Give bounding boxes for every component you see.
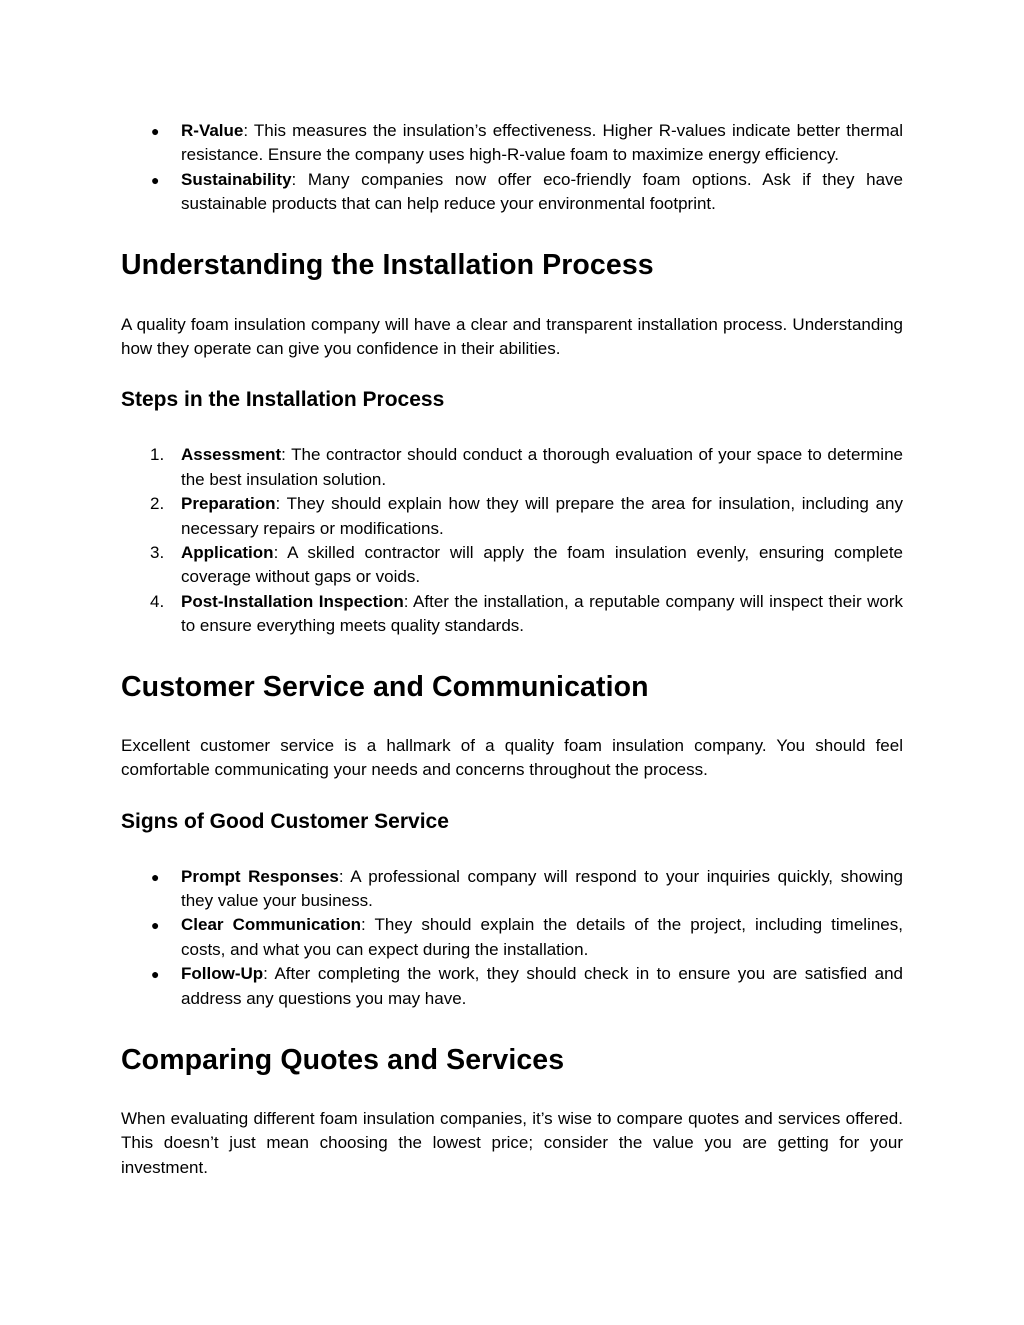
list-item-term: R-Value — [181, 121, 244, 140]
list-item-text: : A skilled contractor will apply the foam insulation evenly, ensuring complete coverage without gaps or voids. — [181, 543, 903, 587]
list-item-text: : The contractor should conduct a thorough evaluation of your space to determine the best insulation solution. — [181, 445, 903, 489]
section-paragraph-customer-service: Excellent customer service is a hallmark of a quality foam insulation company. You should feel comfortable communicating your needs and concerns throughout the process. — [121, 735, 903, 780]
subheading-steps: Steps in the Installation Process — [121, 388, 445, 412]
list-item-term: Application — [181, 543, 274, 563]
list-item — [121, 168, 903, 217]
list-item — [121, 443, 903, 492]
section-paragraph-installation: A quality foam insulation company will have a clear and transparent installation process. Understanding how they operate can give you confidence in their abilities. — [121, 314, 903, 359]
list-item-text: : They should explain the details of the project, including timelines, costs, and what you can expect during the installation. — [181, 915, 903, 959]
list-item-text: : After the installation, a reputable company will inspect their work to ensure everything meets quality standards. — [181, 591, 904, 636]
bullet-marker: ● — [151, 917, 160, 934]
list-item — [121, 962, 903, 1011]
list-item-text: : They should explain how they will prepare the area for insulation, including any necessary repairs or modifications. — [181, 494, 903, 538]
bullet-marker: ● — [151, 966, 160, 983]
steps-numbered-list — [121, 443, 903, 638]
list-item-term: Preparation — [181, 494, 276, 514]
list-item-term: Follow-Up — [181, 964, 264, 984]
list-item-term: Prompt Responses — [181, 866, 339, 886]
document-page — [121, 0, 903, 1180]
step-number: 4. — [150, 591, 165, 611]
factors-bullet-list — [121, 119, 903, 217]
step-number: 1. — [150, 445, 165, 465]
step-number: 2. — [150, 494, 165, 514]
section-heading-installation: Understanding the Installation Process — [121, 248, 654, 281]
subheading-signs: Signs of Good Customer Service — [121, 809, 449, 833]
list-item — [121, 913, 903, 962]
bullet-marker: ● — [151, 868, 160, 885]
section-paragraph-quotes: When evaluating different foam insulation companies, it’s wise to compare quotes and services offered. This doesn’t just mean choosing the lowest price; consider the value you are getting for your investment. — [121, 1108, 903, 1177]
list-item-term: Post-Installation Inspection — [181, 591, 404, 611]
list-item-text: : A professional company will respond to your inquiries quickly, showing they value your business. — [181, 866, 903, 910]
list-item-text: : Many companies now offer eco-friendly foam options. Ask if they have sustainable products that can help reduce your environmental footprint. — [181, 169, 903, 214]
list-item — [121, 865, 903, 914]
list-item-term: Sustainability — [181, 169, 292, 189]
section-heading-quotes: Comparing Quotes and Services — [121, 1043, 565, 1076]
step-number: 3. — [150, 543, 165, 563]
list-item-term: Assessment — [181, 445, 282, 465]
list-item — [121, 492, 903, 541]
list-item — [121, 119, 903, 168]
signs-bullet-list — [121, 865, 903, 1011]
list-item-text: : This measures the insulation’s effectiveness. Higher R-values indicate better thermal resistance. Ensure the company uses high-R-value foam to maximize energy efficiency. — [181, 121, 903, 165]
list-item — [121, 590, 903, 639]
bullet-marker: ● — [151, 171, 160, 188]
bullet-marker: ● — [151, 123, 160, 139]
list-item — [121, 541, 903, 590]
list-item-term: Clear Communication — [181, 915, 362, 935]
section-heading-customer-service: Customer Service and Communication — [121, 670, 649, 703]
list-item-text: : After completing the work, they should check in to ensure you are satisfied and address any questions you may have. — [181, 964, 903, 1008]
